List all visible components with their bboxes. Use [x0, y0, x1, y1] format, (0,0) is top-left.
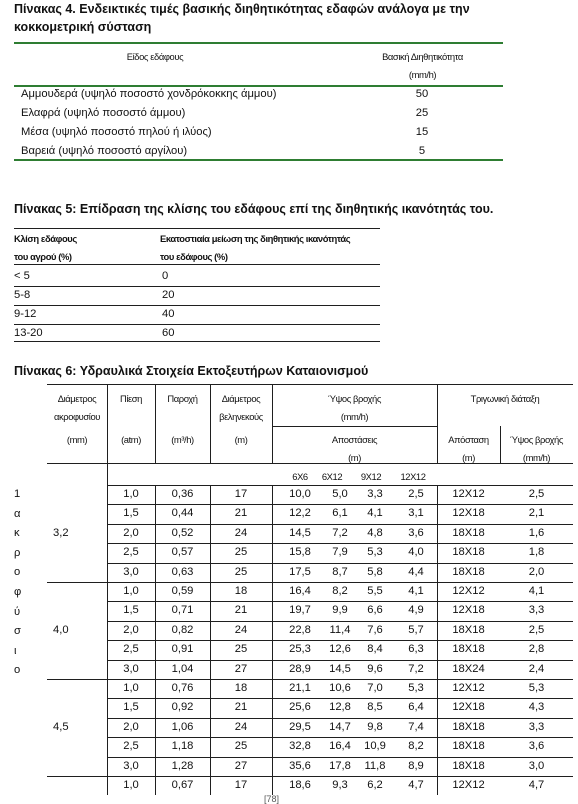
- table6-row-rule: [107, 679, 573, 680]
- table6-cell-d: 24: [234, 623, 248, 636]
- table6-cell-r1: 15,8: [289, 546, 311, 559]
- table6-cell-r4: 2,5: [408, 488, 424, 500]
- table6-cell-d: 25: [234, 546, 248, 559]
- table5-cell-slope: < 5: [14, 270, 30, 282]
- table5-row-rule: [14, 286, 380, 287]
- table6-row-rule: [107, 776, 573, 777]
- t6-h-pressure: Πίεση: [119, 393, 143, 404]
- table6-cell-q: 0,92: [171, 701, 194, 714]
- table6-cell-q: 0,67: [171, 779, 194, 791]
- table6-cell-d: 17: [234, 779, 248, 791]
- table6-cell-p: 1,0: [123, 682, 139, 694]
- table6-cell-d: 24: [234, 720, 248, 733]
- table6-cell-ts: 18X18: [452, 546, 485, 559]
- table6-cell-r2: 5,0: [332, 488, 348, 500]
- t6-h-sp2: 6X12: [321, 471, 343, 482]
- table6-cell-r4: 5,7: [408, 623, 424, 636]
- table6-cell-p: 2,0: [123, 720, 139, 733]
- t6-h-nozzle-1: Διάμετρος: [57, 393, 97, 404]
- table5-bottom-rule: [14, 341, 380, 342]
- t6-h-sp4: 12X12: [400, 471, 426, 482]
- table6-cell-d: 18: [234, 682, 248, 694]
- t6-h-nozzle-2: ακροφυσίου: [53, 411, 101, 422]
- t6-h-spacing-unit: (m): [348, 452, 361, 463]
- table6-body-vline: [437, 485, 438, 795]
- table6-cell-r1: 28,9: [289, 662, 311, 675]
- side-label-letter: κ: [14, 527, 20, 540]
- table6-cell-r4: 3,1: [408, 507, 424, 520]
- table6-cell-r4: 6,3: [408, 643, 424, 656]
- table6-cell-r1: 14,5: [289, 526, 311, 539]
- table6-row-rule: [107, 660, 573, 661]
- table6-cell-r2: 14,7: [329, 720, 351, 733]
- table6-cell-r4: 4,4: [408, 565, 424, 578]
- table6-cell-p: 1,5: [123, 701, 139, 714]
- table6-cell-d: 21: [234, 507, 248, 520]
- table5-header-slope: Κλίση εδάφους: [14, 233, 77, 244]
- table6-cell-d: 25: [234, 740, 248, 753]
- table5-cell-slope: 9-12: [14, 308, 37, 320]
- t6-h-tri-rain: Ύψος βροχής: [510, 434, 563, 445]
- table6-cell-ts: 18X18: [452, 759, 485, 772]
- table6-body-vline: [210, 485, 211, 795]
- table4-cell-value: 15: [415, 126, 429, 138]
- table6-cell-r2: 6,1: [332, 507, 348, 520]
- table6-cell-tr: 2,0: [528, 565, 545, 578]
- table5-header-reduction-unit: του εδάφους (%): [160, 251, 228, 262]
- table6-row-rule: [107, 601, 573, 602]
- table6-body-vline: [107, 485, 108, 795]
- table6-cell-q: 0,71: [171, 604, 194, 617]
- side-label-letter: ρ: [14, 546, 21, 559]
- table6-cell-p: 2,0: [123, 623, 139, 636]
- table6-cell-r1: 21,1: [289, 682, 311, 694]
- table6-cell-p: 3,0: [123, 662, 139, 675]
- table6-row-rule: [107, 543, 573, 544]
- table6-cell-q: 0,91: [171, 643, 194, 656]
- table5-title: Πίνακας 5: Επίδραση της κλίσης του εδάφους επί της διηθητικής ικανότητάς του.: [14, 202, 494, 216]
- table6-cell-ts: 18X18: [452, 526, 485, 539]
- t6-vline-6: [500, 426, 501, 463]
- table6-group-rule: [47, 582, 107, 583]
- t6-h-pressure-unit: (atm): [121, 434, 141, 445]
- table6-cell-d: 27: [234, 662, 248, 675]
- table6-cell-q: 0,76: [171, 682, 194, 694]
- table6-cell-r2: 16,4: [329, 740, 351, 753]
- table6-cell-r2: 10,6: [329, 682, 351, 694]
- table4-cell-value: 5: [418, 145, 426, 157]
- table5-top-rule: [14, 228, 380, 229]
- table6-cell-p: 3,0: [123, 565, 139, 578]
- table6-cell-ts: 18X24: [452, 662, 485, 675]
- t6-h-tri-spacing: Απόσταση: [448, 434, 489, 445]
- table6-cell-tr: 3,3: [528, 604, 545, 617]
- table6-cell-tr: 3,6: [528, 740, 545, 753]
- table6-cell-tr: 2,5: [528, 488, 545, 500]
- table5-row-rule: [14, 324, 380, 325]
- side-label-letter: α: [14, 507, 21, 520]
- page-number-fragment: [78]: [264, 794, 280, 804]
- table4-title-line2: κοκκομετρική σύσταση: [14, 20, 152, 34]
- table6-cell-p: 2,5: [123, 643, 139, 656]
- table6-cell-r3: 7,0: [367, 682, 383, 694]
- table6-cell-r3: 9,8: [367, 720, 383, 733]
- table6-cell-ts: 18X18: [452, 623, 485, 636]
- table6-row-rule: [107, 563, 573, 564]
- table5-row-rule: [14, 305, 380, 306]
- table5-cell-slope: 5-8: [14, 289, 31, 301]
- table6-cell-p: 3,0: [123, 759, 139, 772]
- table6-cell-r4: 8,9: [408, 759, 424, 772]
- table6-cell-ts: 18X18: [452, 643, 485, 656]
- table6-cell-tr: 3,3: [528, 720, 545, 733]
- table6-cell-r3: 5,3: [367, 546, 383, 559]
- table6-cell-q: 0,44: [171, 507, 194, 520]
- table6-cell-tr: 1,6: [528, 526, 545, 539]
- table6-row-rule: [107, 504, 573, 505]
- table6-cell-r4: 4,1: [408, 585, 424, 597]
- table6-cell-r1: 35,6: [289, 759, 311, 772]
- table6-cell-r4: 4,0: [408, 546, 424, 559]
- table6-cell-r1: 18,6: [289, 779, 311, 791]
- table6-cell-p: 2,5: [123, 740, 139, 753]
- table6-cell-tr: 2,1: [528, 507, 545, 520]
- table6-cell-q: 1,28: [171, 759, 194, 772]
- table6-body-vline: [272, 485, 273, 795]
- t6-h-tri-spacing-unit: (m): [462, 452, 475, 463]
- table4-cell-soil: Μέσα (υψηλό ποσοστό πηλού ή ιλύος): [21, 126, 212, 138]
- table6-cell-d: 21: [234, 604, 248, 617]
- table5-cell-reduction: 60: [162, 327, 175, 339]
- table6-cell-tr: 4,1: [528, 585, 545, 597]
- table6-cell-r1: 32,8: [289, 740, 311, 753]
- table6-cell-r4: 7,2: [408, 662, 424, 675]
- table6-cell-r3: 6,2: [367, 779, 383, 791]
- table6-cell-r4: 7,4: [408, 720, 424, 733]
- table6-cell-r1: 19,7: [289, 604, 311, 617]
- t6-vline-4: [272, 384, 273, 463]
- table6-group-rule: [47, 679, 107, 680]
- table6-cell-r3: 7,6: [367, 623, 383, 636]
- side-label-letter: σ: [14, 625, 21, 638]
- table6-cell-r4: 4,7: [408, 779, 424, 791]
- side-label-letter: φ: [14, 586, 22, 598]
- table6-cell-tr: 1,8: [528, 546, 545, 559]
- table5-header-rule: [14, 264, 380, 265]
- table6-cell-d: 21: [234, 701, 248, 714]
- t6-h-diameter-unit: (m): [234, 434, 248, 445]
- table6-cell-d: 18: [234, 585, 248, 597]
- side-label-letter: 1: [14, 488, 21, 500]
- table6-cell-r2: 14,5: [329, 662, 351, 675]
- table6-cell-d: 27: [234, 759, 248, 772]
- table6-cell-q: 1,18: [171, 740, 194, 753]
- table6-cell-ts: 12X12: [452, 488, 485, 500]
- table6-cell-p: 1,0: [123, 585, 139, 597]
- table5-header-slope-unit: του αγρού (%): [14, 251, 72, 262]
- table6-cell-tr: 2,8: [528, 643, 545, 656]
- t6-h-tri: Τριγωνική διάταξη: [470, 393, 540, 404]
- table6-cell-nozzle: 4,5: [53, 720, 69, 733]
- table6-group-rule: [47, 776, 107, 777]
- table6-cell-r3: 4,8: [367, 526, 383, 539]
- table6-cell-ts: 12X12: [452, 682, 485, 694]
- table6-rain-subrule: [272, 426, 437, 427]
- t6-h-tri-rain-unit: (mm/h): [522, 452, 551, 463]
- table6-cell-r1: 10,0: [289, 488, 311, 500]
- table4-cell-soil: Βαρειά (υψηλό ποσοστό αργίλου): [21, 145, 188, 157]
- table6-cell-nozzle: 3,2: [53, 526, 69, 539]
- table6-cell-r4: 3,6: [408, 526, 424, 539]
- table6-cell-p: 2,5: [123, 546, 139, 559]
- table6-cell-r2: 9,3: [332, 779, 348, 791]
- table6-cell-p: 1,0: [123, 779, 139, 791]
- table4-cell-soil: Αμμουδερά (υψηλό ποσοστό χονδρόκοκκης άμμου): [21, 88, 277, 100]
- table6-cell-r1: 25,3: [289, 643, 311, 656]
- side-label-letter: ο: [14, 664, 21, 677]
- table6-cell-tr: 4,3: [528, 701, 545, 714]
- table4-header-unit: (mm/h): [408, 69, 437, 80]
- t6-h-diameter-2: βεληνεκούς: [219, 411, 263, 422]
- table6-cell-r3: 8,5: [367, 701, 383, 714]
- table6-cell-r3: 10,9: [364, 740, 386, 753]
- table6-cell-r3: 4,1: [367, 507, 383, 520]
- table6-cell-r2: 12,6: [329, 643, 351, 656]
- table6-cell-d: 25: [234, 643, 248, 656]
- table4-bottom-rule: [14, 159, 503, 161]
- table6-cell-r2: 7,2: [332, 526, 348, 539]
- table6-cell-q: 0,57: [171, 546, 194, 559]
- table5-cell-slope: 13-20: [14, 327, 43, 339]
- table5-header-reduction: Εκατοστιαία μείωση της διηθητικής ικανότητάς: [160, 233, 351, 244]
- table6-title: Πίνακας 6: Υδραυλικά Στοιχεία Εκτοξευτήρων Καταιονισμού: [14, 364, 369, 378]
- table4-header-value: Βασική Διηθητικότητα: [382, 51, 463, 62]
- table6-cell-r1: 16,4: [289, 585, 311, 597]
- table6-cell-p: 1,5: [123, 507, 139, 520]
- t6-h-spacing: Αποστάσεις: [331, 434, 378, 445]
- table6-cell-d: 25: [234, 565, 248, 578]
- t6-vline-1: [107, 384, 108, 463]
- table4-title-line1: Πίνακας 4. Ενδεικτικές τιμές βασικής διηθητικότητας εδαφών ανάλογα με την: [14, 2, 470, 16]
- table6-cell-r2: 12,8: [329, 701, 351, 714]
- table6-cell-ts: 18X18: [452, 565, 485, 578]
- table4-header-rule: [14, 85, 503, 87]
- table6-cell-r2: 7,9: [332, 546, 348, 559]
- t6-h-nozzle-unit: (mm): [66, 434, 88, 445]
- table6-cell-r1: 17,5: [289, 565, 311, 578]
- table6-cell-r1: 12,2: [289, 507, 311, 520]
- table6-row-rule: [107, 621, 573, 622]
- t6-vline-3: [210, 384, 211, 463]
- table6-row-rule: [107, 524, 573, 525]
- side-label-letter: ο: [14, 566, 21, 579]
- table6-cell-ts: 18X18: [452, 720, 485, 733]
- table6-cell-r2: 17,8: [329, 759, 351, 772]
- table6-cell-r1: 22,8: [289, 623, 311, 636]
- t6-h-sp3: 9X12: [360, 471, 382, 482]
- table6-row-rule: [107, 582, 573, 583]
- t6-h-rain: Ύψος βροχής: [328, 393, 381, 404]
- side-label-letter: ι: [14, 644, 17, 657]
- table6-cell-ts: 12X18: [452, 701, 485, 714]
- table6-cell-r3: 11,8: [364, 759, 386, 772]
- table6-cell-ts: 12X18: [452, 507, 485, 520]
- table6-cell-tr: 4,7: [528, 779, 545, 791]
- table6-row-rule: [107, 737, 573, 738]
- t6-vline-5: [437, 384, 438, 463]
- table6-cell-d: 24: [234, 526, 248, 539]
- table6-cell-ts: 12X12: [452, 585, 485, 597]
- table6-cell-r3: 5,8: [367, 565, 383, 578]
- table4-cell-value: 25: [415, 107, 429, 119]
- table4-header-soil: Είδος εδάφους: [126, 51, 184, 62]
- table6-cell-q: 0,36: [171, 488, 194, 500]
- table6-row-rule: [107, 485, 573, 486]
- side-label-letter: ύ: [14, 605, 21, 618]
- table5-cell-reduction: 20: [162, 289, 175, 301]
- table6-cell-q: 0,82: [171, 623, 194, 636]
- table6-cell-p: 1,5: [123, 604, 139, 617]
- table6-cell-p: 1,0: [123, 488, 139, 500]
- table6-cell-r2: 8,2: [332, 585, 348, 597]
- table5-cell-reduction: 40: [162, 308, 175, 320]
- table6-cell-r2: 11,4: [329, 623, 351, 636]
- table6-row-rule: [107, 640, 573, 641]
- t6-h-sp1: 6X6: [292, 471, 308, 482]
- table6-cell-ts: 12X12: [452, 779, 485, 791]
- table6-cell-r1: 25,6: [289, 701, 311, 714]
- table6-body-vline: [155, 485, 156, 795]
- table6-cell-q: 0,59: [171, 585, 194, 597]
- table6-cell-r3: 5,5: [367, 585, 383, 597]
- table6-header-rule: [47, 463, 573, 464]
- t6-h-diameter-1: Διάμετρος: [221, 393, 261, 404]
- table6-row-rule: [107, 757, 573, 758]
- t6-vline-2: [155, 384, 156, 463]
- table6-row-rule: [107, 698, 573, 699]
- table6-cell-ts: 18X18: [452, 740, 485, 753]
- t6-h-flow: Παροχή: [167, 393, 198, 404]
- table4-cell-soil: Ελαφρά (υψηλό ποσοστό άμμου): [21, 107, 186, 119]
- table6-cell-d: 17: [234, 488, 248, 500]
- table6-cell-tr: 2,5: [528, 623, 545, 636]
- table6-cell-r1: 29,5: [289, 720, 311, 733]
- t6-h-flow-unit: (m³/h): [171, 434, 194, 445]
- table6-cell-r4: 6,4: [408, 701, 424, 714]
- table6-cell-tr: 5,3: [528, 682, 545, 694]
- table5-cell-reduction: 0: [162, 270, 169, 282]
- table6-cell-p: 2,0: [123, 526, 139, 539]
- table6-cell-q: 0,63: [171, 565, 194, 578]
- table4-top-rule: [14, 42, 503, 44]
- table6-cell-q: 0,52: [171, 526, 194, 539]
- table6-cell-tr: 2,4: [528, 662, 545, 675]
- table6-row-rule: [107, 718, 573, 719]
- table6-cell-nozzle: 4,0: [53, 623, 69, 636]
- table6-cell-r4: 4,9: [408, 604, 424, 617]
- table6-cell-r3: 3,3: [367, 488, 383, 500]
- table6-cell-ts: 12X18: [452, 604, 485, 617]
- table6-cell-q: 1,06: [171, 720, 194, 733]
- table6-top-rule: [47, 384, 573, 385]
- table6-cell-q: 1,04: [171, 662, 194, 675]
- table4-cell-value: 50: [415, 88, 429, 100]
- table6-cell-r4: 5,3: [408, 682, 424, 694]
- t6-h-rain-unit: (mm/h): [340, 411, 369, 422]
- table6-cell-r2: 9,9: [332, 604, 348, 617]
- table6-cell-r3: 6,6: [367, 604, 383, 617]
- table6-body-vline: [107, 463, 108, 485]
- table6-cell-r4: 8,2: [408, 740, 424, 753]
- table6-cell-r3: 9,6: [367, 662, 383, 675]
- table6-cell-r3: 8,4: [367, 643, 383, 656]
- table6-cell-tr: 3,0: [528, 759, 545, 772]
- table6-cell-r2: 8,7: [332, 565, 348, 578]
